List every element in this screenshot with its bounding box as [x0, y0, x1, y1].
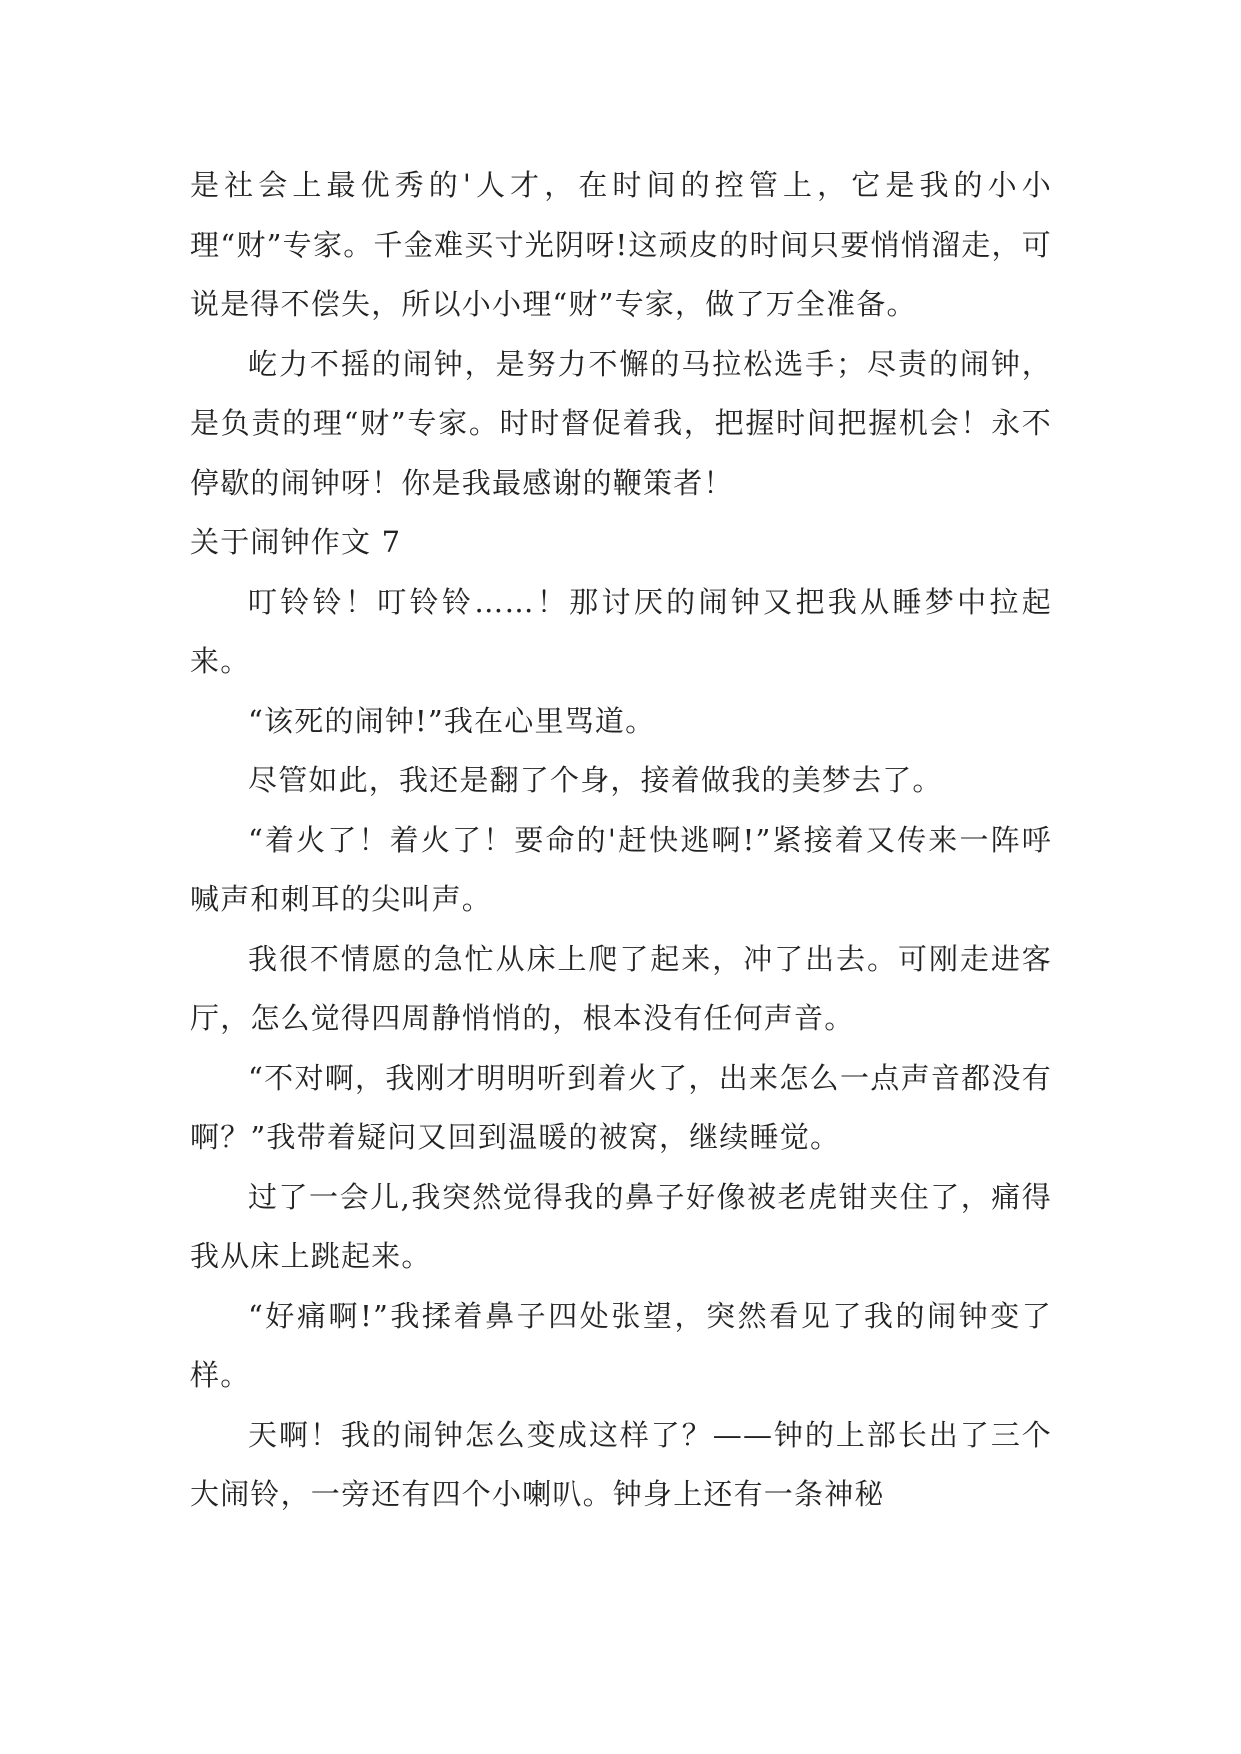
paragraph-11: 天啊！我的闹钟怎么变成这样了？——钟的上部长出了三个大闹铃，一旁还有四个小喇叭。钟身上还有一条神秘	[190, 1417, 1052, 1511]
paragraph-7: 我很不情愿的急忙从床上爬了起来，冲了出去。可刚走进客厅，怎么觉得四周静悄悄的，根本没有任何声音。	[190, 941, 1052, 1035]
document-page	[190, 156, 1052, 1525]
paragraph-4: “该死的闹钟!”我在心里骂道。	[248, 703, 656, 738]
paragraph-2: 屹力不摇的闹钟，是努力不懈的马拉松选手；尽责的闹钟，是负责的理“财”专家。时时督促着我，把握时间把握机会！永不停歇的闹钟呀！你是我最感谢的鞭策者！	[190, 346, 1052, 500]
paragraph-3: 叮铃铃！叮铃铃……！那讨厌的闹钟又把我从睡梦中拉起来。	[190, 584, 1052, 678]
paragraph-1: 是社会上最优秀的'人才，在时间的控管上，它是我的小小理“财”专家。千金难买寸光阴呀!这顽皮的时间只要悄悄溜走，可说是得不偿失，所以小小理“财”专家，做了万全准备。	[190, 168, 1052, 321]
section-heading: 关于闹钟作文 7	[190, 525, 402, 559]
paragraph-10: “好痛啊!”我揉着鼻子四处张望，突然看见了我的闹钟变了样。	[190, 1298, 1052, 1392]
paragraph-5: 尽管如此，我还是翻了个身，接着做我的美梦去了。	[248, 763, 943, 797]
paragraph-8: “不对啊，我刚才明明听到着火了，出来怎么一点声音都没有啊？”我带着疑问又回到温暖的被窝，继续睡觉。	[190, 1060, 1052, 1154]
paragraph-6: “着火了！着火了！要命的'赶快逃啊!”紧接着又传来一阵呼喊声和刺耳的尖叫声。	[190, 822, 1052, 916]
paragraph-9: 过了一会儿,我突然觉得我的鼻子好像被老虎钳夹住了，痛得我从床上跳起来。	[190, 1179, 1052, 1273]
